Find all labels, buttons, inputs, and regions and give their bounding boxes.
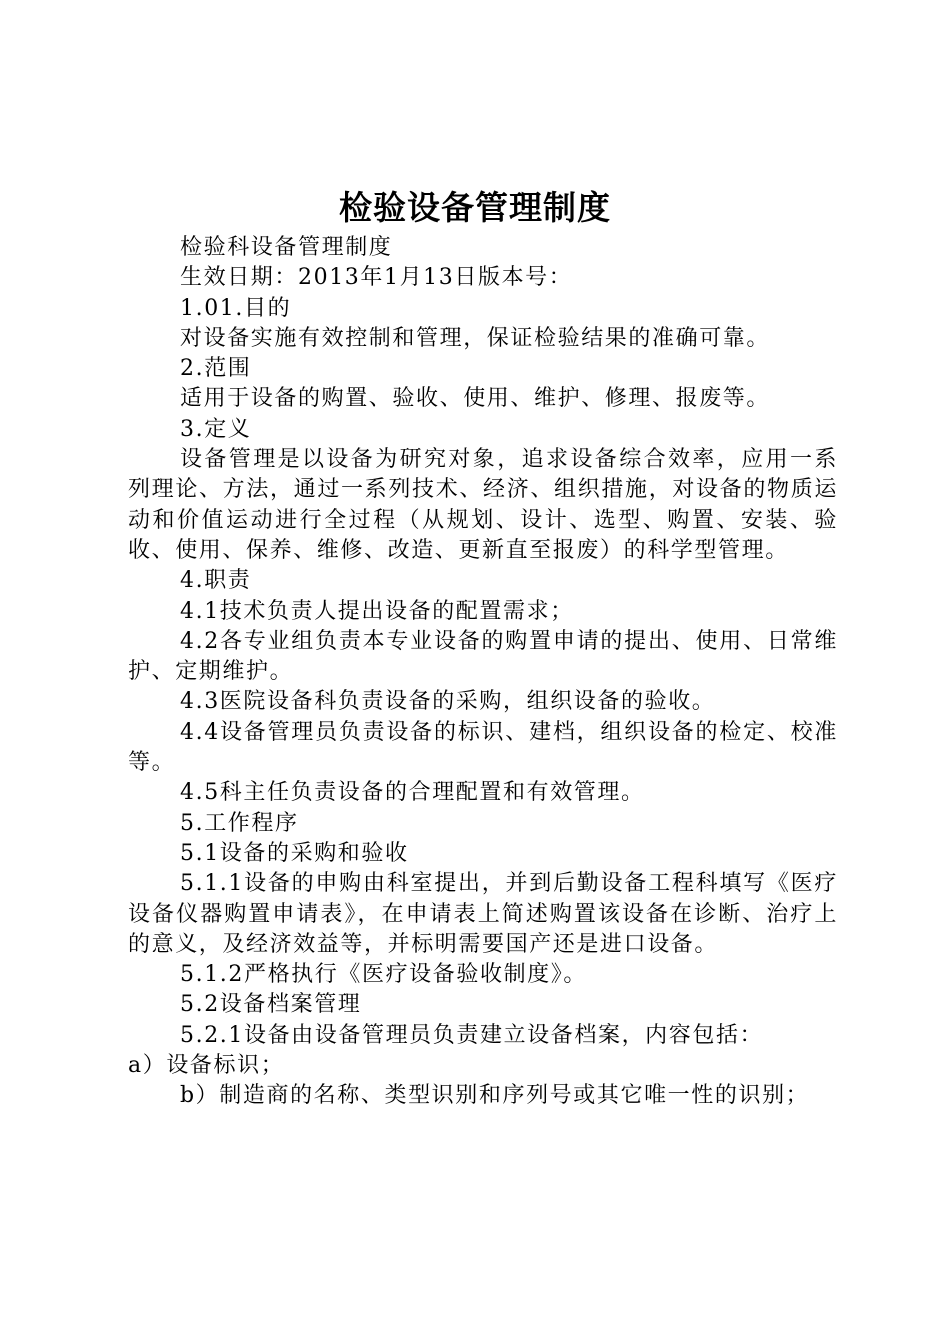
paragraph-effective-date: 生效日期：2013年1月13日版本号： (180, 265, 573, 291)
paragraph-duty-4-1: 4.1技术负责人提出设备的配置需求； (180, 598, 574, 624)
subsection-heading-5-2: 5.2设备档案管理 (180, 992, 362, 1018)
paragraph-subtitle: 检验科设备管理制度 (180, 235, 393, 260)
paragraph-5-1-1: 5.1.1设备的申购由科室提出，并到后勤设备工程科填写《医疗设备仪器购置申请表》，在申请表上简述购置该设备在诊断、治疗上的意义，及经济效益等，并标明需要国产还是进口设备。 (128, 871, 838, 957)
list-item-b: b）制造商的名称、类型识别和序列号或其它唯一性的识别； (180, 1083, 810, 1109)
list-item-a: a）设备标识； (128, 1053, 285, 1079)
section-heading-procedure: 5.工作程序 (180, 810, 299, 836)
section-heading-definition: 3.定义 (180, 416, 252, 442)
paragraph-definition: 设备管理是以设备为研究对象，追求设备综合效率，应用一系列理论、方法，通过一系列技术、经济、组织措施，对设备的物质运动和价值运动进行全过程（从规划、设计、选型、购置、安装、验收、使用、保养、维修、改造、更新直至报废）的科学型管理。 (128, 447, 838, 563)
paragraph-duty-4-2: 4.2各专业组负责本专业设备的购置申请的提出、使用、日常维护、定期维护。 (128, 628, 838, 685)
paragraph-duty-4-4: 4.4设备管理员负责设备的标识、建档，组织设备的检定、校准等。 (128, 719, 838, 776)
paragraph-purpose: 对设备实施有效控制和管理，保证检验结果的准确可靠。 (180, 325, 771, 351)
section-heading-scope: 2.范围 (180, 356, 252, 382)
paragraph-5-2-1: 5.2.1设备由设备管理员负责建立设备档案，内容包括： (180, 1022, 764, 1048)
document-title: 检验设备管理制度 (339, 188, 611, 227)
section-heading-purpose: 1.01.目的 (180, 295, 292, 321)
paragraph-duty-4-3: 4.3医院设备科负责设备的采购，组织设备的验收。 (180, 689, 716, 715)
paragraph-5-1-2: 5.1.2严格执行《医疗设备验收制度》。 (180, 962, 587, 988)
document-body (128, 233, 838, 1112)
paragraph-scope: 适用于设备的购置、验收、使用、维护、修理、报废等。 (180, 386, 771, 412)
subsection-heading-5-1: 5.1设备的采购和验收 (180, 840, 409, 866)
paragraph-duty-4-5: 4.5科主任负责设备的合理配置和有效管理。 (180, 780, 645, 806)
section-heading-duties: 4.职责 (180, 568, 252, 594)
